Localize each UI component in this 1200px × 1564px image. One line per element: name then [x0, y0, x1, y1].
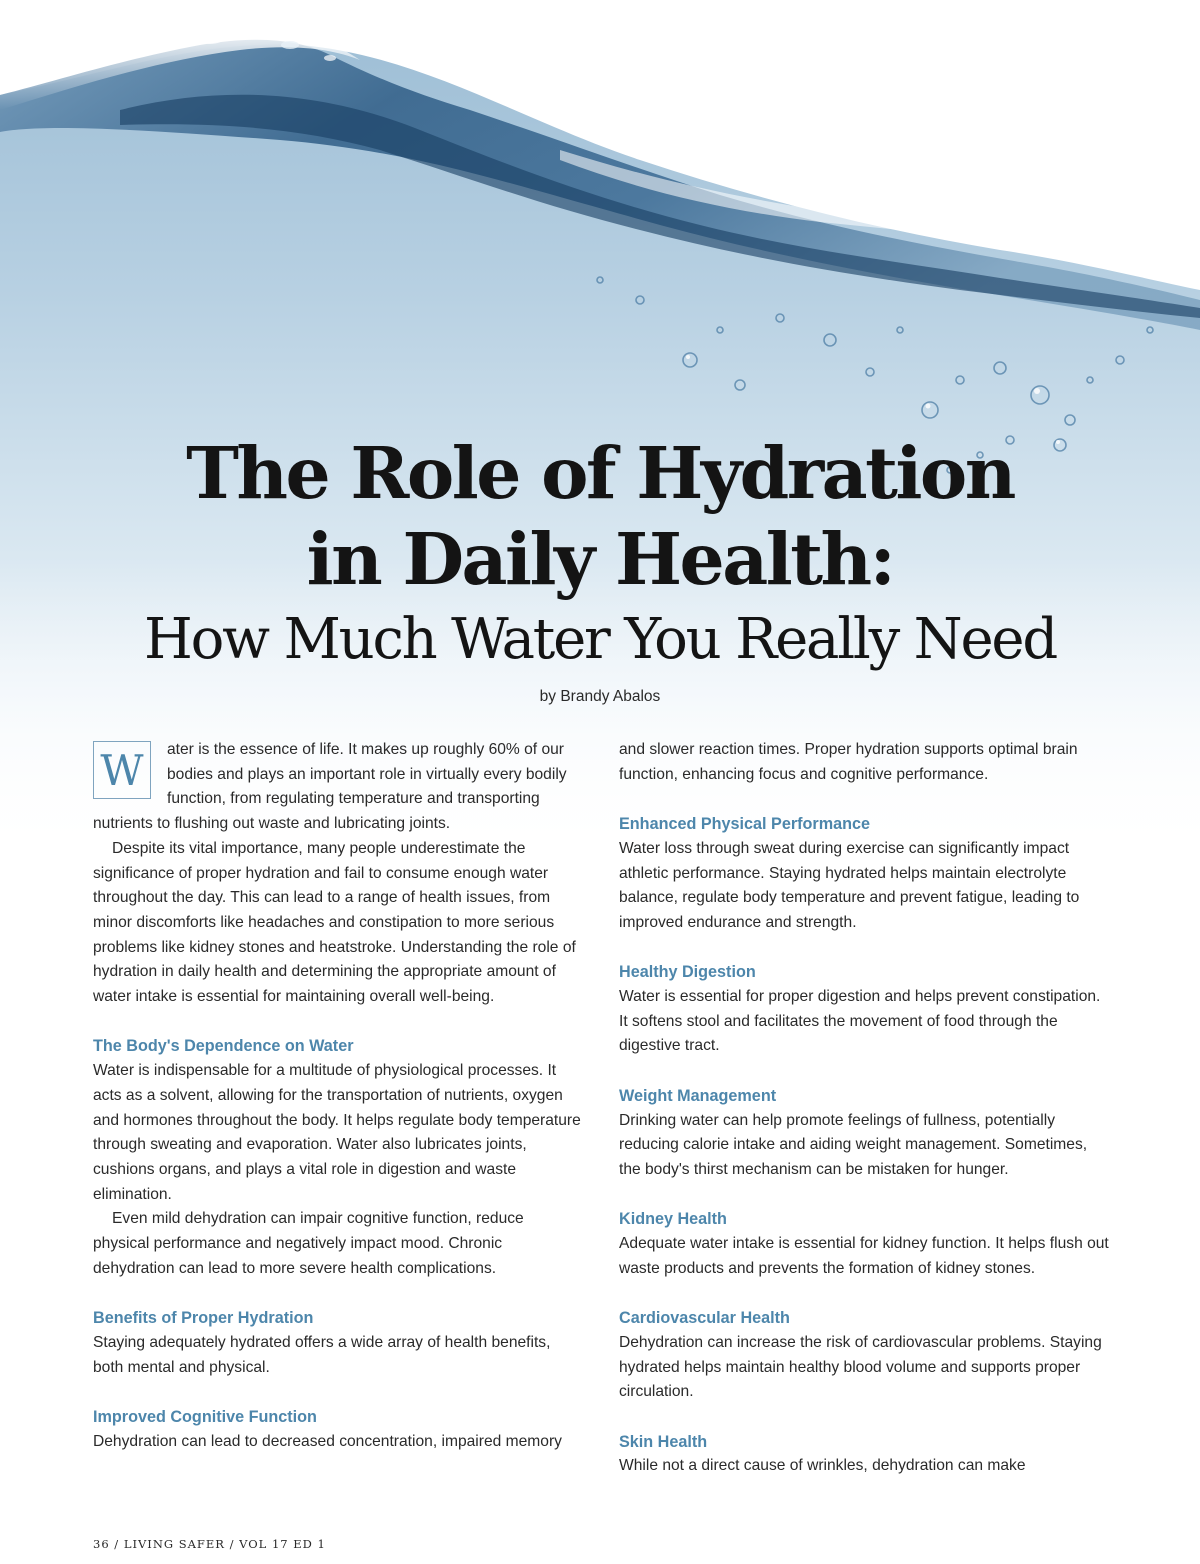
left-column — [93, 738, 583, 1454]
kidney-paragraph: Adequate water intake is essential for kidney function. It helps flush out waste products and prevents the formation of kidney stones. — [619, 1235, 1109, 1277]
dependence-paragraph-1: Water is indispensable for a multitude of physiological processes. It acts as a solvent, allowing for the transportation of nutrients, oxygen and hormones throughout the body. It helps regulate body temperature through sweating and evaporation. Water also lubricates joints, cushions organs, and plays a vital role in digestion and waste elimination. — [93, 1062, 581, 1203]
intro-paragraph-1-text: ater is the essence of life. It makes up roughly 60% of our bodies and plays an important role in virtually every bodily function, from regulating temperature and transporting nutrients to flushing out waste and lubricating joints. — [93, 741, 567, 833]
digestion-paragraph: Water is essential for proper digestion and helps prevent constipation. It softens stool and facilitates the movement of food through the digestive tract. — [619, 988, 1101, 1055]
benefits-paragraph: Staying adequately hydrated offers a wide array of health benefits, both mental and physical. — [93, 1333, 551, 1376]
skin-paragraph: While not a direct cause of wrinkles, dehydration can make — [619, 1457, 1026, 1475]
section-heading-kidney: Kidney Health — [619, 1210, 727, 1229]
intro-paragraph-2: Despite its vital importance, many people underestimate the significance of proper hydration and fail to consume enough water throughout the day. This can lead to a range of health issues, from minor discomforts like headaches and constipation to more serious problems like kidney stones and heatstroke. Understanding the role of hydration in daily health and determining the appropriate amount of water intake is essential for maintaining overall well-being. — [93, 839, 576, 1006]
section-heading-cognitive: Improved Cognitive Function — [93, 1407, 317, 1426]
article-title-line-2: in Daily Health: — [306, 517, 894, 601]
dependence-paragraph-2: Even mild dehydration can impair cognitive function, reduce physical performance and negatively impact mood. Chronic dehydration can lead to more severe health complications. — [93, 1210, 524, 1277]
section-heading-benefits: Benefits of Proper Hydration — [93, 1309, 314, 1328]
section-heading-dependence: The Body's Dependence on Water — [93, 1037, 354, 1056]
author-byline: by Brandy Abalos — [539, 688, 661, 705]
cognitive-paragraph-continued: and slower reaction times. Proper hydration supports optimal brain function, enhancing focus and cognitive performance. — [619, 741, 1078, 783]
intro-paragraph-1 — [93, 738, 583, 837]
right-column — [619, 738, 1111, 1479]
weight-paragraph: Drinking water can help promote feelings of fullness, potentially reducing calorie intake and aiding weight management. Sometimes, the body's thirst mechanism can be mistaken for hunger. — [619, 1111, 1088, 1178]
section-heading-cardio: Cardiovascular Health — [619, 1309, 790, 1328]
section-heading-skin: Skin Health — [619, 1432, 708, 1451]
article-title-line-1: The Role of Hydration — [186, 431, 1014, 515]
article-subtitle: How Much Water You Really Need — [144, 607, 1056, 672]
section-heading-weight: Weight Management — [619, 1086, 777, 1105]
page-footer: 36 / LIVING SAFER / VOL 17 ED 1 — [93, 1537, 326, 1551]
drop-cap: W — [93, 741, 151, 799]
cardio-paragraph: Dehydration can increase the risk of cardiovascular problems. Staying hydrated helps maintain healthy blood volume and supports proper circulation. — [619, 1333, 1102, 1401]
section-heading-digestion: Healthy Digestion — [619, 963, 756, 982]
physical-paragraph: Water loss through sweat during exercise can significantly impact athletic performance. Staying hydrated helps maintain electrolyte balance, regulate body temperature and prevent fatigue, leading to improved endurance and strength. — [619, 839, 1080, 931]
cognitive-paragraph-start: Dehydration can lead to decreased concentration, impaired memory — [93, 1432, 562, 1450]
section-heading-physical: Enhanced Physical Performance — [619, 815, 871, 834]
article-title-block — [0, 430, 1200, 678]
